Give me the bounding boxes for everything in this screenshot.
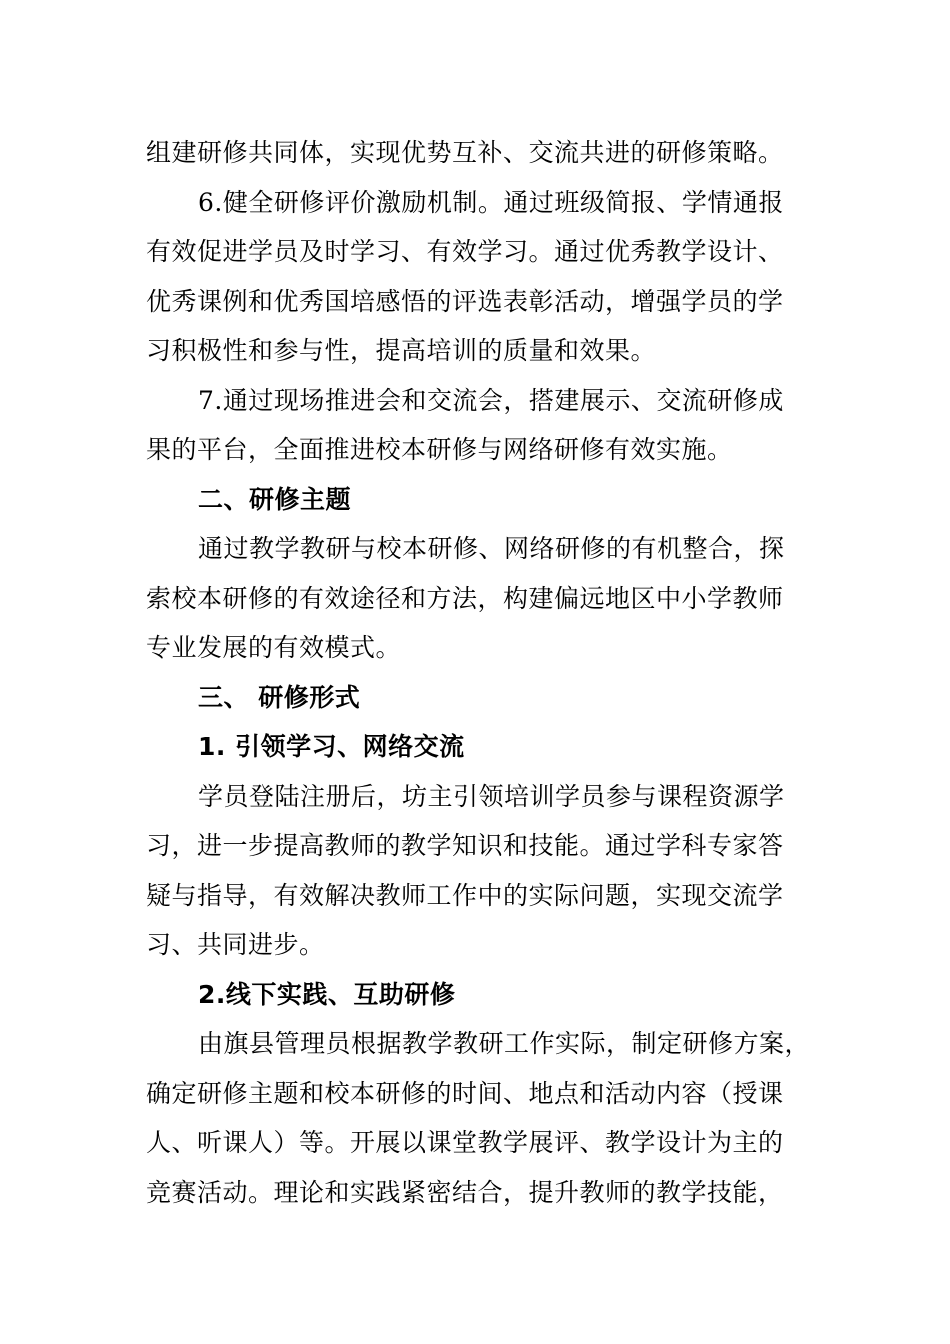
section-heading: 二、研修主题 [198,484,352,514]
paragraph-line: 组建研修共同体，实现优势互补、交流共进的研修策略。 [146,138,784,167]
document-body [146,128,816,1217]
paragraph-line: 确定研修主题和校本研修的时间、地点和活动内容（授课 [146,1078,784,1108]
paragraph-line: 索校本研修的有效途径和方法，构建偏远地区中小学教师 [146,583,784,613]
paragraph-line: 习积极性和参与性，提高培训的质量和效果。 [146,336,657,365]
subsection-heading: 1. 引领学习、网络交流 [198,732,465,761]
paragraph-line: 人、听课人）等。开展以课堂教学展评、教学设计为主的 [146,1128,784,1157]
paragraph-line: 习，进一步提高教师的教学知识和技能。通过学科专家答 [146,831,784,860]
paragraph-line: 习、共同进步。 [146,930,325,959]
paragraph-line: 6.健全研修评价激励机制。通过班级简报、学情通报 [198,187,784,217]
paragraph-line: 7.通过现场推进会和交流会，搭建展示、交流研修成 [198,385,784,415]
paragraph-line: 竞赛活动。理论和实践紧密结合，提升教师的教学技能， [146,1177,784,1207]
paragraph-line: 通过教学教研与校本研修、网络研修的有机整合，探 [198,534,785,563]
paragraph-line: 疑与指导，有效解决教师工作中的实际问题，实现交流学 [146,880,784,910]
paragraph-line: 优秀课例和优秀国培感悟的评选表彰活动，增强学员的学 [146,286,784,316]
paragraph-line: 由旗县管理员根据教学教研工作实际，制定研修方案， [198,1029,811,1058]
paragraph-line: 学员登陆注册后，坊主引领培训学员参与课程资源学 [198,781,785,811]
paragraph-line: 专业发展的有效模式。 [146,633,402,662]
paragraph-line: 有效促进学员及时学习、有效学习。通过优秀教学设计、 [146,237,784,266]
section-heading: 三、 研修形式 [198,682,361,712]
paragraph-line: 果的平台，全面推进校本研修与网络研修有效实施。 [146,435,733,464]
subsection-heading: 2.线下实践、互助研修 [198,979,456,1009]
